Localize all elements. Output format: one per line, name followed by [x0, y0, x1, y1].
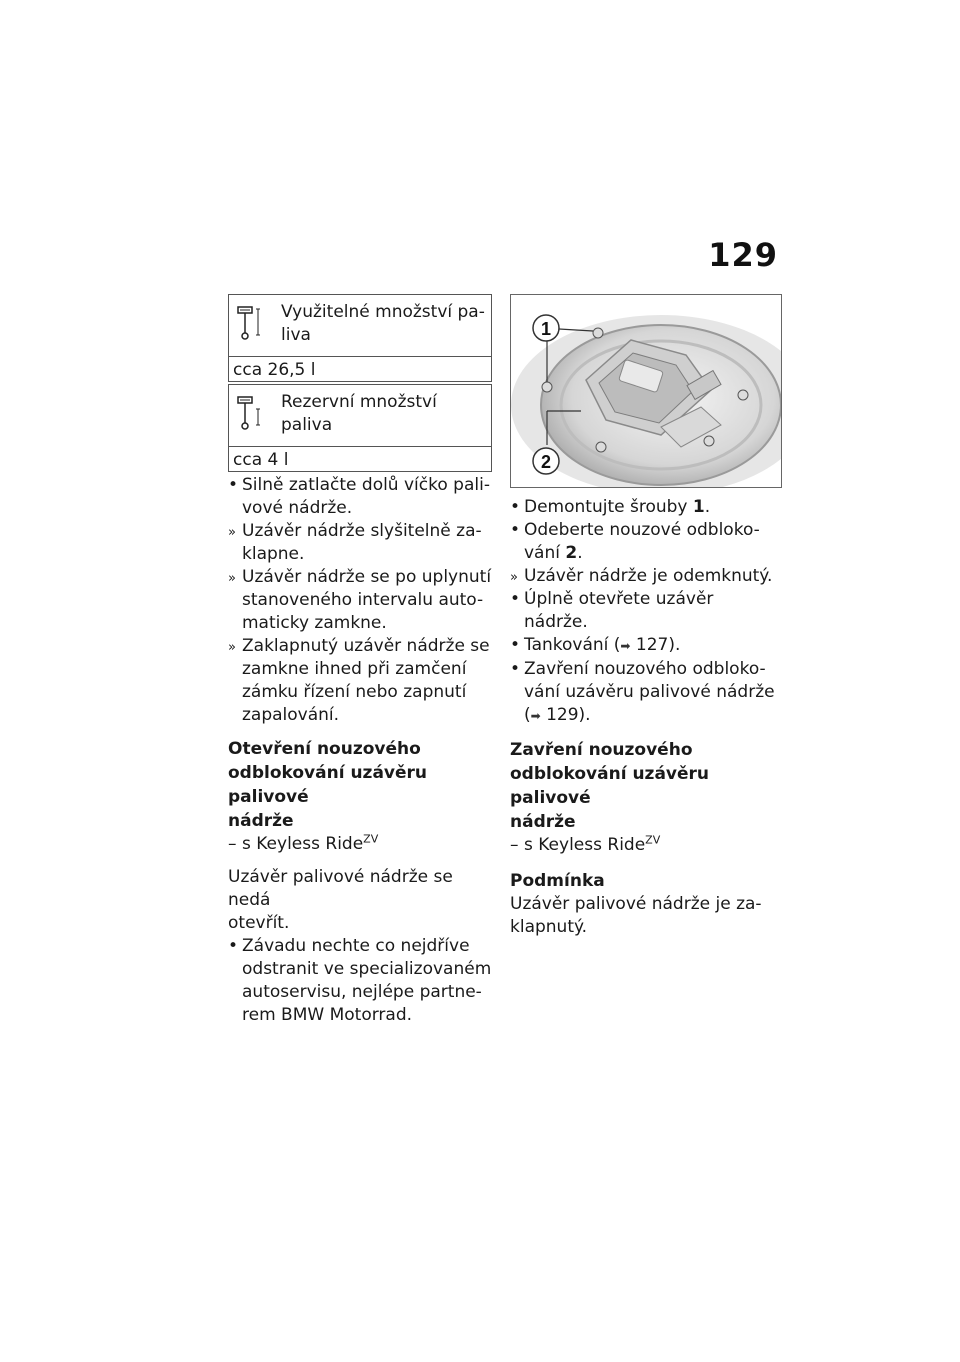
list-item — [228, 474, 492, 520]
item-line: stanoveného intervalu auto- — [242, 590, 484, 610]
item-line: Zaklapnutý uzávěr nádrže se — [242, 636, 490, 656]
result-mark: » — [510, 570, 518, 585]
list-item — [228, 935, 492, 1027]
step-tail: . — [577, 543, 583, 563]
item-line: zamkne ihned při zamčení — [242, 659, 467, 679]
spec-usable-label-2: liva — [281, 325, 311, 345]
item-line: Závadu nechte co nejdříve — [242, 936, 470, 956]
result-mark: » — [228, 640, 236, 655]
step-tail: . — [704, 497, 711, 517]
spec-reserve-value: cca 4 l — [233, 450, 289, 470]
spec-reserve-label: Rezervní množství paliva — [281, 392, 437, 435]
variant-text: s Keyless Ride — [524, 835, 646, 855]
result-unlocked — [510, 565, 782, 588]
bullet-mark: • — [510, 659, 521, 679]
para-line: Uzávěr palivové nádrže se nedá — [228, 867, 453, 910]
variant-text: s Keyless Ride — [242, 834, 364, 854]
bullet-mark: • — [228, 936, 239, 956]
step-close-release — [510, 658, 782, 728]
spec-reserve-fuel — [228, 384, 492, 472]
step-line: Odeberte nouzové odbloko- — [524, 520, 760, 540]
item-line: Uzávěr nádrže slyšitelně za- — [242, 521, 482, 541]
spec-usable-fuel — [228, 294, 492, 382]
condition-heading: Podmínka — [510, 871, 605, 891]
para-line: otevřít. — [228, 913, 290, 933]
spec-usable-value: cca 26,5 l — [233, 360, 316, 380]
heading-line: Otevření nouzového — [228, 739, 421, 759]
item-line: zapalování. — [242, 705, 340, 725]
variant-sup: ZV — [645, 833, 661, 847]
paragraph — [228, 866, 492, 935]
step-line: vání uzávěru palivové nádrže — [524, 682, 775, 702]
fuel-cap-figure — [510, 294, 782, 488]
item-line: odstranit ve specializovaném — [242, 959, 492, 979]
dash-mark: – — [228, 834, 237, 854]
item-line: zámku řízení nebo zapnutí — [242, 682, 467, 702]
step-text: Úplně otevřete uzávěr nádrže. — [524, 589, 714, 632]
item-line: Uzávěr nádrže se po uplynutí — [242, 567, 492, 587]
condition-line: Uzávěr palivové nádrže je za- — [510, 894, 762, 914]
heading-line: odblokování uzávěru palivové — [510, 764, 710, 808]
page-ref-link[interactable]: 129). — [540, 705, 591, 725]
condition-line: klapnutý. — [510, 917, 588, 937]
result-mark: » — [228, 525, 236, 540]
step-text: Demontujte šrouby — [524, 497, 693, 517]
result-mark: » — [228, 571, 236, 586]
bullet-mark: • — [510, 589, 521, 609]
callout-1: 1 — [540, 319, 552, 339]
list-item-result — [228, 566, 492, 635]
condition-text — [510, 893, 782, 939]
step-open-cap — [510, 588, 782, 634]
section-heading — [510, 738, 782, 834]
section-heading — [228, 737, 492, 833]
variant-line — [510, 834, 782, 857]
step-ref-number: 1 — [692, 497, 705, 517]
heading-line: nádrže — [510, 812, 576, 832]
page-number: 129 — [708, 236, 778, 274]
fuel-reserve-icon — [235, 393, 273, 440]
heading-line: nádrže — [228, 811, 294, 831]
step-text: Tankování ( — [524, 635, 621, 655]
item-line: rem BMW Motorrad. — [242, 1005, 413, 1025]
variant-sup: ZV — [363, 832, 379, 846]
left-column — [228, 294, 492, 1027]
list-item-result — [228, 635, 492, 727]
dash-mark: – — [510, 835, 519, 855]
step-ref-number: 2 — [565, 543, 578, 563]
callout-2: 2 — [540, 452, 552, 472]
step-remove-release — [510, 519, 782, 565]
fuel-cap-illustration — [511, 295, 781, 487]
step-line: Zavření nouzového odbloko- — [524, 659, 766, 679]
spec-usable-label-1: Využitelné množství pa- — [281, 302, 485, 322]
step-text: ( — [524, 705, 531, 725]
bullet-mark: • — [510, 635, 521, 655]
fuel-gauge-icon — [235, 303, 273, 350]
variant-line — [228, 833, 492, 856]
bullet-mark: • — [228, 475, 239, 495]
heading-line: Zavření nouzového — [510, 740, 693, 760]
step-line: vání — [524, 543, 566, 563]
item-line: Silně zatlačte dolů víčko pali- — [242, 475, 490, 495]
step-refuel — [510, 634, 782, 658]
item-line: vové nádrže. — [242, 498, 353, 518]
page-ref-link[interactable]: 127). — [630, 635, 681, 655]
right-column — [510, 294, 782, 939]
bullet-mark: • — [510, 520, 521, 540]
page-ref-arrow-icon: ➡ — [620, 639, 631, 653]
item-line: klapne. — [242, 544, 305, 564]
step-remove-screws — [510, 496, 782, 519]
heading-line: odblokování uzávěru palivové — [228, 763, 428, 807]
item-line: autoservisu, nejlépe partne- — [242, 982, 482, 1002]
list-item-result — [228, 520, 492, 566]
bullet-mark: • — [510, 497, 521, 517]
page-ref-arrow-icon: ➡ — [530, 709, 541, 723]
result-text: Uzávěr nádrže je odemknutý. — [524, 566, 773, 586]
item-line: maticky zamkne. — [242, 613, 387, 633]
